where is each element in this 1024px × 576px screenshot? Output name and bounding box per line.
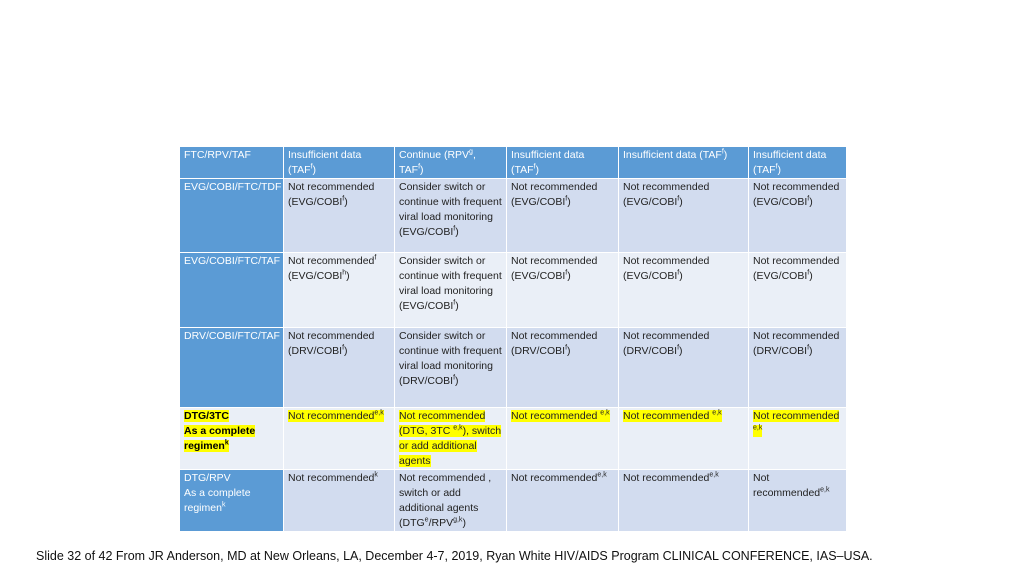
- table-cell: Not recommended (EVG/COBI$^f$): [749, 253, 846, 328]
- table-row: [180, 253, 846, 328]
- table-cell: Not recommended $^{e,k}$: [619, 408, 749, 470]
- row-head-dtg-3tc-line2: As a complete regimen$^k$: [184, 425, 256, 452]
- table-cell: Not recommended (DRV/COBI$^f$): [284, 328, 395, 408]
- table-cell: Not recommended$^{e,k}$: [619, 470, 749, 532]
- table-cell: Not recommended (DRV/COBI$^f$): [507, 328, 619, 408]
- table-cell: Not recommended (EVG/COBI$^f$): [619, 253, 749, 328]
- table-cell: Not recommended , switch or add additional agents (DTG$^e$/RPV$^{g,k}$): [395, 470, 507, 532]
- table-cell: Not recommended (EVG/COBI$^f$): [749, 179, 846, 253]
- header-col-4: Insufficient data (TAF$^f$): [619, 147, 749, 179]
- header-col-1: Insufficient data (TAF$^f$): [284, 147, 395, 179]
- table-cell: Consider switch or continue with frequent viral load monitoring (EVG/COBI$^f$): [395, 253, 507, 328]
- header-col-3: Insufficient data (TAF$^f$): [507, 147, 619, 179]
- table-cell: Not recommended (DRV/COBI$^f$): [619, 328, 749, 408]
- table-row: [180, 179, 846, 253]
- table-cell: Not recommended (DTG, 3TC $^{e,k}$), switch or add additional agents: [395, 408, 507, 470]
- row-head-dtg-rpv: DTG/RPV As a complete regimen$^k$: [180, 470, 284, 532]
- table-cell: Not recommended $^{e,k}$: [507, 408, 619, 470]
- table-cell: Consider switch or continue with frequent viral load monitoring (DRV/COBI$^f$): [395, 328, 507, 408]
- table-row: [180, 328, 846, 408]
- row-head-evg-taf: EVG/COBI/FTC/TAF: [180, 253, 284, 328]
- table-cell: Not recommended (DRV/COBI$^f$): [749, 328, 846, 408]
- table-cell: Not recommended$^k$: [284, 470, 395, 532]
- table-row: [180, 470, 846, 532]
- table-row: [180, 408, 846, 470]
- table-header-row: [180, 147, 846, 179]
- table-cell: Consider switch or continue with frequent viral load monitoring (EVG/COBI$^f$): [395, 179, 507, 253]
- regimen-table: [179, 147, 846, 532]
- table-cell: Not recommended (EVG/COBI$^f$): [507, 179, 619, 253]
- table-cell: Not recommended $^{e,k}$: [749, 408, 846, 470]
- table-cell: Not recommended$^f$ (EVG/COBI$^h$): [284, 253, 395, 328]
- table-cell: Not recommended (EVG/COBI$^f$): [284, 179, 395, 253]
- table-cell: Not recommended$^{e,k}$: [749, 470, 846, 532]
- row-head-drv: DRV/COBI/FTC/TAF: [180, 328, 284, 408]
- row-head-dtg-3tc-line1: DTG/3TC: [184, 410, 229, 422]
- table-cell: Not recommended (EVG/COBI$^f$): [507, 253, 619, 328]
- table-cell: Not recommended$^{e,k}$: [507, 470, 619, 532]
- table-cell: Not recommended$^{e,k}$: [284, 408, 395, 470]
- header-col-5: Insufficient data (TAF$^f$): [749, 147, 846, 179]
- header-col-2: Continue (RPV$^g$, TAF$^f$): [395, 147, 507, 179]
- row-head-evg-tdf: EVG/COBI/FTC/TDF: [180, 179, 284, 253]
- header-regimen: FTC/RPV/TAF: [180, 147, 284, 179]
- slide-footer: Slide 32 of 42 From JR Anderson, MD at New Orleans, LA, December 4-7, 2019, Ryan White HIV/AIDS Program CLINICAL CONFERENCE, IAS–USA.: [36, 549, 873, 563]
- row-head-dtg-3tc: [180, 408, 284, 470]
- table-cell: Not recommended (EVG/COBI$^f$): [619, 179, 749, 253]
